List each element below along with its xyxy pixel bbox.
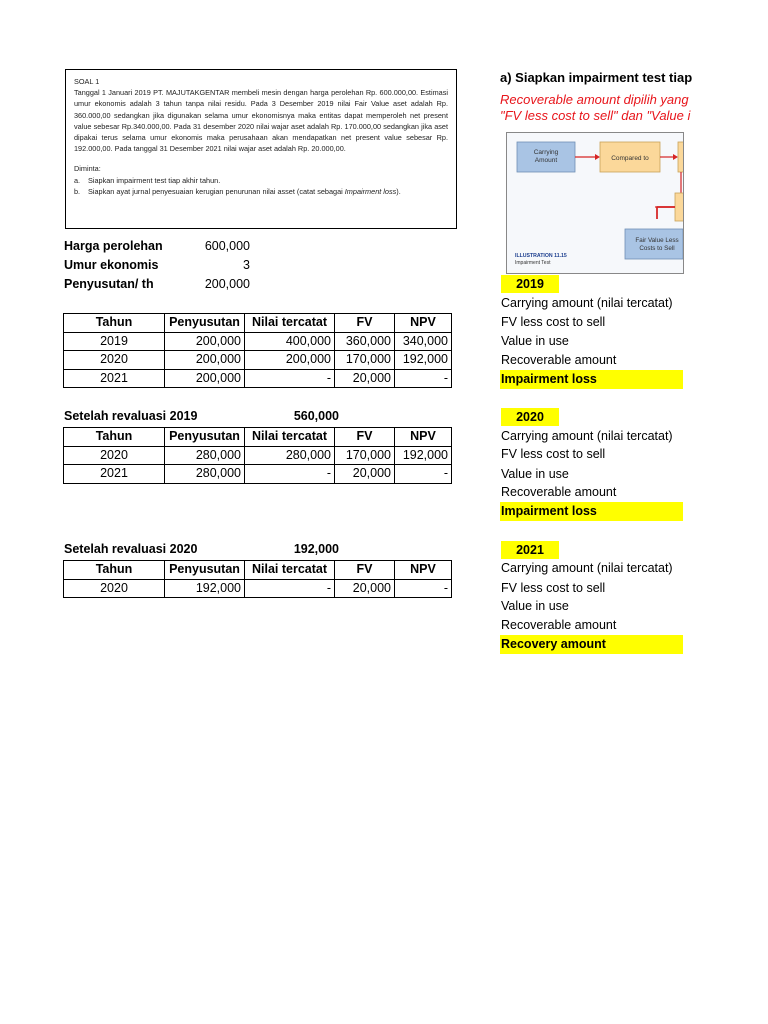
table-row [64, 332, 452, 351]
section-2020-line-recoverable: Recoverable amount [501, 485, 617, 499]
col-tahun: Tahun [64, 561, 165, 580]
col-penyusutan: Penyusutan [165, 428, 245, 447]
table-row [64, 579, 452, 598]
cell: 170,000 [335, 351, 395, 370]
umur-value: 3 [243, 258, 250, 272]
cell: 280,000 [165, 465, 245, 484]
reval-2020-value: 192,000 [293, 542, 339, 556]
cell: 2020 [64, 579, 165, 598]
cell: 192,000 [165, 579, 245, 598]
recoverable-note-line1: Recoverable amount dipilih yang [500, 92, 689, 107]
section-2021-line-recoverable: Recoverable amount [501, 618, 617, 632]
cell: 200,000 [245, 351, 335, 370]
cell: 192,000 [395, 446, 452, 465]
cell: - [395, 465, 452, 484]
table-header-row [64, 561, 452, 580]
task-item-a [74, 175, 448, 186]
section-heading-a: a) Siapkan impairment test tiap [500, 70, 693, 85]
year-badge-2021: 2021 [501, 541, 559, 559]
cell: 280,000 [165, 446, 245, 465]
section-2020-impairment-loss: Impairment loss [500, 502, 683, 521]
svg-text:Carrying: Carrying [533, 149, 559, 156]
cell: 200,000 [165, 351, 245, 370]
svg-text:Compared to: Compared to [611, 155, 649, 162]
cell: 360,000 [335, 332, 395, 351]
col-fv: FV [335, 561, 395, 580]
penyusutan-value: 200,000 [204, 277, 250, 291]
col-fv: FV [335, 314, 395, 333]
cell: - [245, 465, 335, 484]
harga-value: 600,000 [204, 239, 250, 253]
col-tahun: Tahun [64, 314, 165, 333]
col-nilai-tercatat: Nilai tercatat [245, 428, 335, 447]
reval-2020-label: Setelah revaluasi 2020 [64, 542, 198, 556]
section-2019-line-recoverable: Recoverable amount [501, 353, 617, 367]
section-2020-line-viu: Value in use [501, 467, 569, 481]
svg-text:Impairment Test: Impairment Test [515, 260, 551, 266]
cell: 200,000 [165, 369, 245, 388]
question-diminta: Diminta: [74, 164, 101, 174]
reval-2020-table [63, 560, 452, 598]
impairment-flow-diagram [507, 133, 683, 273]
table-header-row [64, 428, 452, 447]
svg-text:ILLUSTRATION 11.15: ILLUSTRATION 11.15 [515, 253, 567, 259]
section-2019-line-fv: FV less cost to sell [501, 315, 606, 329]
year-badge-2020: 2020 [501, 408, 559, 426]
cell: 192,000 [395, 351, 452, 370]
umur-label: Umur ekonomis [64, 258, 159, 272]
table-row [64, 351, 452, 370]
svg-text:Fair Value Less: Fair Value Less [635, 237, 679, 244]
section-2021-line-carrying: Carrying amount (nilai tercatat) [501, 561, 673, 575]
task-item-b-number: b. [74, 186, 81, 196]
col-npv: NPV [395, 561, 452, 580]
col-nilai-tercatat: Nilai tercatat [245, 561, 335, 580]
col-fv: FV [335, 428, 395, 447]
svg-text:Costs to Sell: Costs to Sell [639, 245, 675, 252]
question-paragraph: Tanggal 1 Januari 2019 PT. MAJUTAKGENTAR membeli mesin dengan harga perolehan Rp. 600.000,00. Estimasi umur ekonomis adalah 3 tahun tanpa nilai residu. Pada 3 Desember 2019 nilai Fair Value aset adalah Rp. 360.000,00 sedangkan jika digunakan selama umur ekonomisnya maka entitas dapat memperoleh net present value sebesar Rp.340.000,00. Pada 31 desember 2020 nilai wajar aset adalah Rp. 170.000,00 sedangkan jika aset dipakai terus selama umur ekonomis maka perusahaan akan mendapatkan net present value sebesar Rp. 192.000,00. Pada tanggal 31 Desember 2021 nilai wajar aset adalah Rp. 20.000,00. [74, 88, 448, 154]
cell: 20,000 [335, 465, 395, 484]
cell: 20,000 [335, 369, 395, 388]
svg-text:Amount: Amount [534, 157, 558, 164]
question-box [65, 69, 457, 229]
cell: 170,000 [335, 446, 395, 465]
reval-2019-value: 560,000 [293, 409, 339, 423]
col-penyusutan: Penyusutan [165, 314, 245, 333]
cell: 2021 [64, 465, 165, 484]
section-2020-line-carrying: Carrying amount (nilai tercatat) [501, 429, 673, 443]
task-item-a-number: a. [74, 175, 81, 185]
col-nilai-tercatat: Nilai tercatat [245, 314, 335, 333]
col-tahun: Tahun [64, 428, 165, 447]
depreciation-table [63, 313, 452, 388]
fair-value-box [625, 229, 683, 259]
table-row [64, 446, 452, 465]
task-item-b-text: Siapkan ayat jurnal penyesuaian kerugian penurunan nilai asset (catat sebagai Impairment loss). [88, 186, 401, 196]
task-item-a-text: Siapkan impairment test tiap akhir tahun. [88, 175, 221, 185]
cell: - [245, 579, 335, 598]
cell: 200,000 [165, 332, 245, 351]
task-item-b [74, 186, 448, 197]
cell: - [395, 369, 452, 388]
table-header-row [64, 314, 452, 333]
cell: - [395, 579, 452, 598]
cell: 280,000 [245, 446, 335, 465]
recoverable-note-line2: "FV less cost to sell" dan "Value i [500, 108, 691, 123]
cell: 2020 [64, 446, 165, 465]
question-title: SOAL 1 [74, 77, 100, 86]
cell: 2021 [64, 369, 165, 388]
reval-2019-table [63, 427, 452, 484]
cell: 400,000 [245, 332, 335, 351]
penyusutan-label: Penyusutan/ th [64, 277, 154, 291]
table-row [64, 369, 452, 388]
col-npv: NPV [395, 428, 452, 447]
cell: 20,000 [335, 579, 395, 598]
cell: - [245, 369, 335, 388]
section-2021-line-fv: FV less cost to sell [501, 581, 606, 595]
cell: 2020 [64, 351, 165, 370]
impairment-test-illustration [506, 132, 684, 274]
section-2021-recovery-amount: Recovery amount [500, 635, 683, 654]
section-2019-line-carrying: Carrying amount (nilai tercatat) [501, 296, 673, 310]
col-npv: NPV [395, 314, 452, 333]
reval-2019-label: Setelah revaluasi 2019 [64, 409, 198, 423]
section-2020-line-fv: FV less cost to sell [501, 447, 606, 461]
section-2019-impairment-loss: Impairment loss [500, 370, 683, 389]
col-penyusutan: Penyusutan [165, 561, 245, 580]
section-2021-line-viu: Value in use [501, 599, 569, 613]
cell: 340,000 [395, 332, 452, 351]
cell: 2019 [64, 332, 165, 351]
year-badge-2019: 2019 [501, 275, 559, 293]
section-2019-line-viu: Value in use [501, 334, 569, 348]
harga-label: Harga perolehan [64, 239, 163, 253]
table-row [64, 465, 452, 484]
